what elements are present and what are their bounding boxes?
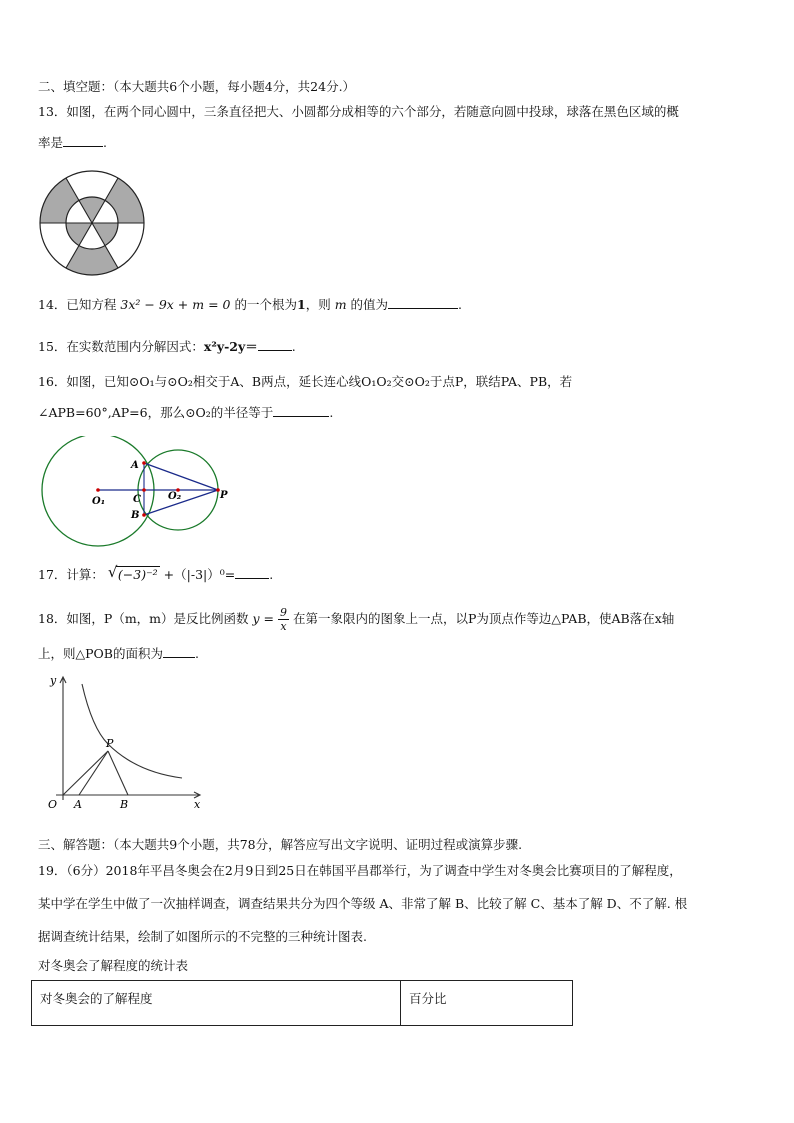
q18-line2 xyxy=(38,645,199,663)
q19-statistics-table xyxy=(31,980,573,1026)
q13-concentric-circles-figure xyxy=(36,170,150,278)
q16-line2 xyxy=(38,404,333,422)
q17-answer-blank xyxy=(235,566,269,579)
q18-line2-text: 上，则△POB的面积为 xyxy=(38,646,163,661)
q18-func-numerator: 9 xyxy=(280,606,288,619)
point-a xyxy=(142,461,146,465)
q15-expression: x²y-2y＝ xyxy=(203,339,258,354)
table-header-row xyxy=(32,981,573,1026)
inner-shaded-sector-top xyxy=(79,197,105,223)
inner-shaded-sector-lower-left xyxy=(66,223,92,246)
q14-prefix: 14．已知方程 xyxy=(38,297,117,312)
inner-shaded-sector-lower-right xyxy=(92,223,118,246)
q15-line xyxy=(38,338,296,356)
q19-line1: 19．（6分）2018年平昌冬奥会在2月9日到25日在韩国平昌郡举行，为了调查中学生对冬奥会比赛项目的了解程度， xyxy=(38,863,682,878)
q18-line1 xyxy=(38,606,674,633)
q18-line2-end: . xyxy=(194,646,199,661)
q16-line2-end: . xyxy=(329,405,334,420)
q14-middle: 的一个根为 xyxy=(234,297,297,312)
label-b: B xyxy=(120,798,129,811)
point-b xyxy=(142,513,146,517)
q18-func-denominator: x xyxy=(280,620,287,633)
q17-sqrt xyxy=(107,563,160,584)
segment-op xyxy=(63,751,108,795)
label-o2: O₂ xyxy=(168,491,182,502)
label-p: P xyxy=(220,490,228,501)
section-2-title: 二、填空题：（本大题共6个小题，每小题4分，共24分.） xyxy=(38,79,356,94)
q15-end: . xyxy=(291,339,296,354)
q14-suffix: 的值为 xyxy=(350,297,389,312)
q15-prefix: 15．在实数范围内分解因式： xyxy=(38,339,204,354)
label-o: O xyxy=(48,798,58,811)
q17-plus: +（|-3|）⁰= xyxy=(163,567,236,582)
q17-prefix: 17．计算： xyxy=(38,567,104,582)
q14-root: 1 xyxy=(296,297,306,312)
q19-line2: 某中学在学生中做了一次抽样调查，调查结果共分为四个等级 A、非常了解 B、比较了解 C、基本了解 D、不了解. 根 xyxy=(38,896,688,911)
sqrt-sign-icon: √ xyxy=(107,563,118,581)
q13-line2-text: 率是 xyxy=(38,135,64,150)
q18-fraction xyxy=(278,606,289,633)
label-b: B xyxy=(131,510,140,521)
q18-answer-blank xyxy=(163,645,195,658)
label-x: x xyxy=(194,798,201,811)
hyperbola-curve xyxy=(82,684,182,778)
outer-shaded-sector-bottom xyxy=(66,246,118,275)
q13-line2-end: . xyxy=(103,135,107,150)
q18-prefix: 18．如图，P（m，m）是反比例函数 xyxy=(38,611,249,626)
label-c: C xyxy=(133,494,141,505)
table-header-level: 对冬奥会的了解程度 xyxy=(32,981,401,1026)
q14-end: . xyxy=(458,297,463,312)
q13-line2 xyxy=(38,134,107,152)
q16-line2-text: ∠APB=60°,AP=6，那么⊙O₂的半径等于 xyxy=(38,405,274,420)
q18-suffix: 在第一象限内的图象上一点，以P为顶点作等边△PAB，使AB落在x轴 xyxy=(293,611,675,626)
q18-func-lhs: y = xyxy=(252,611,275,626)
label-y: y xyxy=(50,674,57,687)
point-o1 xyxy=(96,488,100,492)
q18-hyperbola-figure xyxy=(36,672,212,812)
q14-line xyxy=(38,296,462,314)
q14-answer-blank xyxy=(388,296,458,309)
segment-pa xyxy=(79,751,108,795)
q14-var: m xyxy=(334,297,347,312)
q14-comma: ，则 xyxy=(305,297,331,312)
q14-equation: 3x² − 9x + m = 0 xyxy=(120,297,231,312)
label-p: P xyxy=(106,737,114,750)
label-a: A xyxy=(131,460,139,471)
q17-line xyxy=(38,563,274,584)
q16-answer-blank xyxy=(273,404,329,417)
q13-answer-blank xyxy=(63,134,103,147)
q19-line3: 据调查统计结果，绘制了如图所示的不完整的三种统计图表. xyxy=(38,929,367,944)
q16-intersecting-circles-figure xyxy=(36,436,246,552)
q19-table-title: 对冬奥会了解程度的统计表 xyxy=(38,958,189,973)
q17-radicand: (−3)⁻² xyxy=(117,567,158,582)
point-c xyxy=(142,488,146,492)
q13-line1: 13．如图，在两个同心圆中，三条直径把大、小圆都分成相等的六个部分，若随意向圆中投球，球落在黑色区域的概 xyxy=(38,104,679,119)
q17-end: . xyxy=(269,567,274,582)
label-o1: O₁ xyxy=(92,496,106,507)
table-header-percentage: 百分比 xyxy=(401,981,573,1026)
section-3-title: 三、解答题：（本大题共9个小题，共78分，解答应写出文字说明、证明过程或演算步骤. xyxy=(38,837,523,852)
q15-answer-blank xyxy=(258,338,292,351)
q16-line1: 16．如图，已知⊙O₁与⊙O₂相交于A、B两点，延长连心线O₁O₂交⊙O₂于点P，联结PA、PB，若 xyxy=(38,374,573,389)
segment-pa xyxy=(144,463,218,490)
label-a: A xyxy=(74,798,82,811)
